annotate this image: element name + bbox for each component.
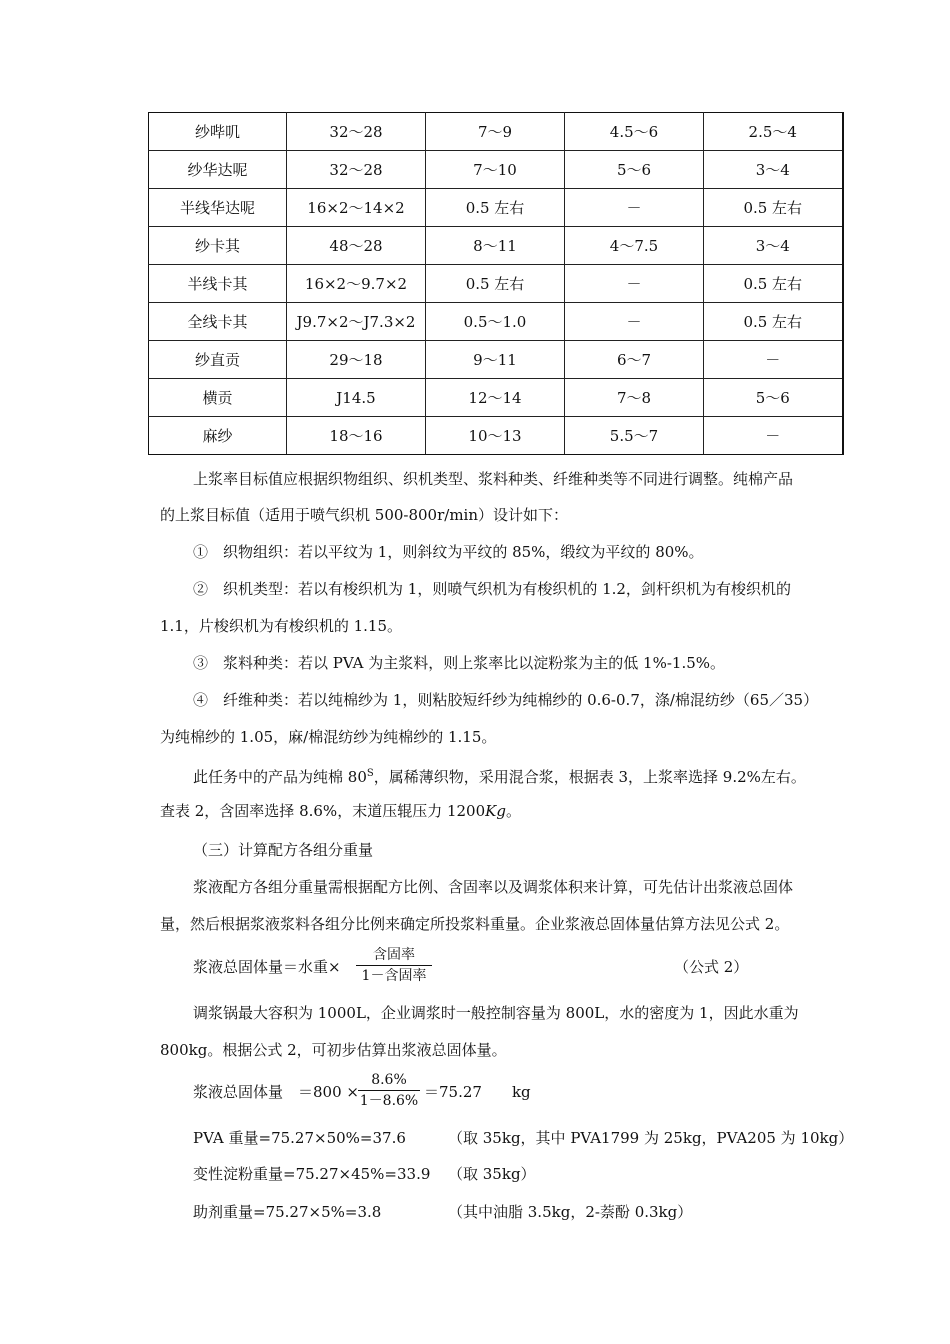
table-cell-value: 0.5 左右 xyxy=(704,303,843,341)
table-row xyxy=(149,189,843,227)
item-loom-type-line-1: ② 织机类型：若以有梭织机为 1，则喷气织机为有梭织机的 1.2，剑杆织机为有梭织机的 xyxy=(193,580,791,598)
task-text-post: ，属稀薄织物，采用混合浆，根据表 3，上浆率选择 9.2%左右。 xyxy=(373,768,806,786)
table-body xyxy=(149,113,843,455)
component-pva-note: （取 35kg，其中 PVA1799 为 25kg，PVA205 为 10kg） xyxy=(448,1129,854,1147)
task-line2-pre: 查表 2，含固率选择 8.6%，末道压辊压力 1200 xyxy=(160,802,486,820)
sizing-rate-table xyxy=(148,112,844,455)
section-paragraph-line-2: 量，然后根据浆液浆料各组分比例来确定所投浆料重量。企业浆液总固体量估算方法见公式 2。 xyxy=(160,915,790,933)
table-cell-fabric: 纱华达呢 xyxy=(149,151,287,189)
table-cell-value: 29～18 xyxy=(287,341,426,379)
item-fiber-type-line-1: ④ 纤维种类：若以纯棉纱为 1，则粘胶短纤纱为纯棉纱的 0.6-0.7，涤/棉混纺纱（65／35） xyxy=(193,691,819,709)
table-row xyxy=(149,265,843,303)
table-cell-value: 7～10 xyxy=(426,151,565,189)
table-row xyxy=(149,303,843,341)
table-cell-value: 18～16 xyxy=(287,417,426,455)
intro-line-1: 上浆率目标值应根据织物组织、织机类型、浆料种类、纤维种类等不同进行调整。纯棉产品 xyxy=(193,470,794,488)
table-cell-value: 48～28 xyxy=(287,227,426,265)
item-size-type: ③ 浆料种类：若以 PVA 为主浆料，则上浆率比以淀粉浆为主的低 1%-1.5%。 xyxy=(193,654,726,672)
table-row xyxy=(149,227,843,265)
table-cell-value: 12～14 xyxy=(426,379,565,417)
table-cell-value: 8～11 xyxy=(426,227,565,265)
task-line2-post: 。 xyxy=(505,802,521,820)
calc-numerator: 8.6% xyxy=(371,1072,407,1088)
table-cell-value: 3～4 xyxy=(704,151,843,189)
calc-fraction-bar xyxy=(358,1090,420,1091)
table-cell-value: 5～6 xyxy=(565,151,704,189)
calc-fraction xyxy=(358,1071,420,1110)
component-additive-formula: 助剂重量=75.27×5%=3.8 xyxy=(193,1203,382,1221)
table-cell-value: － xyxy=(565,265,704,303)
task-paragraph-line-2 xyxy=(160,801,521,821)
table-cell-value: 3～4 xyxy=(704,227,843,265)
section-heading: （三）计算配方各组分重量 xyxy=(193,841,374,859)
table-cell-value: 0.5 左右 xyxy=(704,265,843,303)
table-cell-value: － xyxy=(565,189,704,227)
item-loom-type-line-2: 1.1，片梭织机为有梭织机的 1.15。 xyxy=(160,617,403,635)
table-cell-fabric: 全线卡其 xyxy=(149,303,287,341)
table-cell-fabric: 半线卡其 xyxy=(149,265,287,303)
table-row xyxy=(149,379,843,417)
task-count-superscript: S xyxy=(366,768,374,779)
table-cell-value: 7～9 xyxy=(426,113,565,151)
table-cell-value: 7～8 xyxy=(565,379,704,417)
table-cell-fabric: 半线华达呢 xyxy=(149,189,287,227)
calc-paragraph-line-1: 调浆锅最大容积为 1000L，企业调浆时一般控制容量为 800L，水的密度为 1，因此水重为 xyxy=(193,1004,799,1022)
table-cell-value: J14.5 xyxy=(287,379,426,417)
table-cell-value: 0.5 左右 xyxy=(426,189,565,227)
table-row xyxy=(149,341,843,379)
table-row xyxy=(149,417,843,455)
table-cell-fabric: 纱哔叽 xyxy=(149,113,287,151)
table-cell-value: － xyxy=(704,417,843,455)
section-paragraph-line-1: 浆液配方各组分重量需根据配方比例、含固率以及调浆体积来计算，可先估计出浆液总固体 xyxy=(193,878,794,896)
table-cell-value: 6～7 xyxy=(565,341,704,379)
table-cell-value: 32～28 xyxy=(287,151,426,189)
table-cell-fabric: 纱卡其 xyxy=(149,227,287,265)
formula2-tag: （公式 2） xyxy=(674,958,749,976)
table-cell-fabric: 横贡 xyxy=(149,379,287,417)
table-row xyxy=(149,151,843,189)
table-cell-value: 16×2～9.7×2 xyxy=(287,265,426,303)
formula2-denominator: 1－含固率 xyxy=(361,968,427,984)
table-cell-value: 32～28 xyxy=(287,113,426,151)
component-starch-formula: 变性淀粉重量=75.27×45%=33.9 xyxy=(193,1165,431,1183)
table-cell-value: － xyxy=(565,303,704,341)
component-additive-note: （其中油脂 3.5kg，2-萘酚 0.3kg） xyxy=(448,1203,693,1221)
table-cell-value: J9.7×2～J7.3×2 xyxy=(287,303,426,341)
table-cell-value: 2.5～4 xyxy=(704,113,843,151)
table-cell-value: 0.5 左右 xyxy=(426,265,565,303)
formula2-fraction xyxy=(356,946,432,985)
calc-rhs: ＝75.27 kg xyxy=(424,1083,531,1101)
table-cell-value: 16×2～14×2 xyxy=(287,189,426,227)
table-cell-fabric: 麻纱 xyxy=(149,417,287,455)
table-cell-value: 9～11 xyxy=(426,341,565,379)
task-text-pre: 此任务中的产品为纯棉 80 xyxy=(193,768,367,786)
item-fabric-structure: ① 织物组织：若以平纹为 1，则斜纹为平纹的 85%，缎纹为平纹的 80%。 xyxy=(193,543,704,561)
formula2-numerator: 含固率 xyxy=(373,947,415,963)
calc-lhs: 浆液总固体量 ＝800 × xyxy=(193,1083,359,1101)
formula2-lhs: 浆液总固体量＝水重× xyxy=(193,958,341,976)
table-cell-value: 0.5 左右 xyxy=(704,189,843,227)
component-pva-formula: PVA 重量=75.27×50%=37.6 xyxy=(193,1129,406,1147)
item-fiber-type-line-2: 为纯棉纱的 1.05，麻/棉混纺纱为纯棉纱的 1.15。 xyxy=(160,728,497,746)
intro-line-2: 的上浆目标值（适用于喷气织机 500-800r/min）设计如下： xyxy=(160,506,569,524)
table-cell-value: － xyxy=(704,341,843,379)
table-cell-value: 5～6 xyxy=(704,379,843,417)
table-cell-value: 0.5～1.0 xyxy=(426,303,565,341)
calc-paragraph-line-2: 800kg。根据公式 2，可初步估算出浆液总固体量。 xyxy=(160,1041,507,1059)
table-cell-value: 4～7.5 xyxy=(565,227,704,265)
task-paragraph-line-1 xyxy=(193,764,806,787)
table-cell-value: 5.5～7 xyxy=(565,417,704,455)
table-cell-fabric: 纱直贡 xyxy=(149,341,287,379)
task-pressure-unit: Kg xyxy=(485,802,506,820)
table-cell-value: 10～13 xyxy=(426,417,565,455)
component-starch-note: （取 35kg） xyxy=(448,1165,536,1183)
table-cell-value: 4.5～6 xyxy=(565,113,704,151)
formula2-fraction-bar xyxy=(356,965,432,966)
table-row xyxy=(149,113,843,151)
calc-denominator: 1－8.6% xyxy=(359,1093,419,1109)
